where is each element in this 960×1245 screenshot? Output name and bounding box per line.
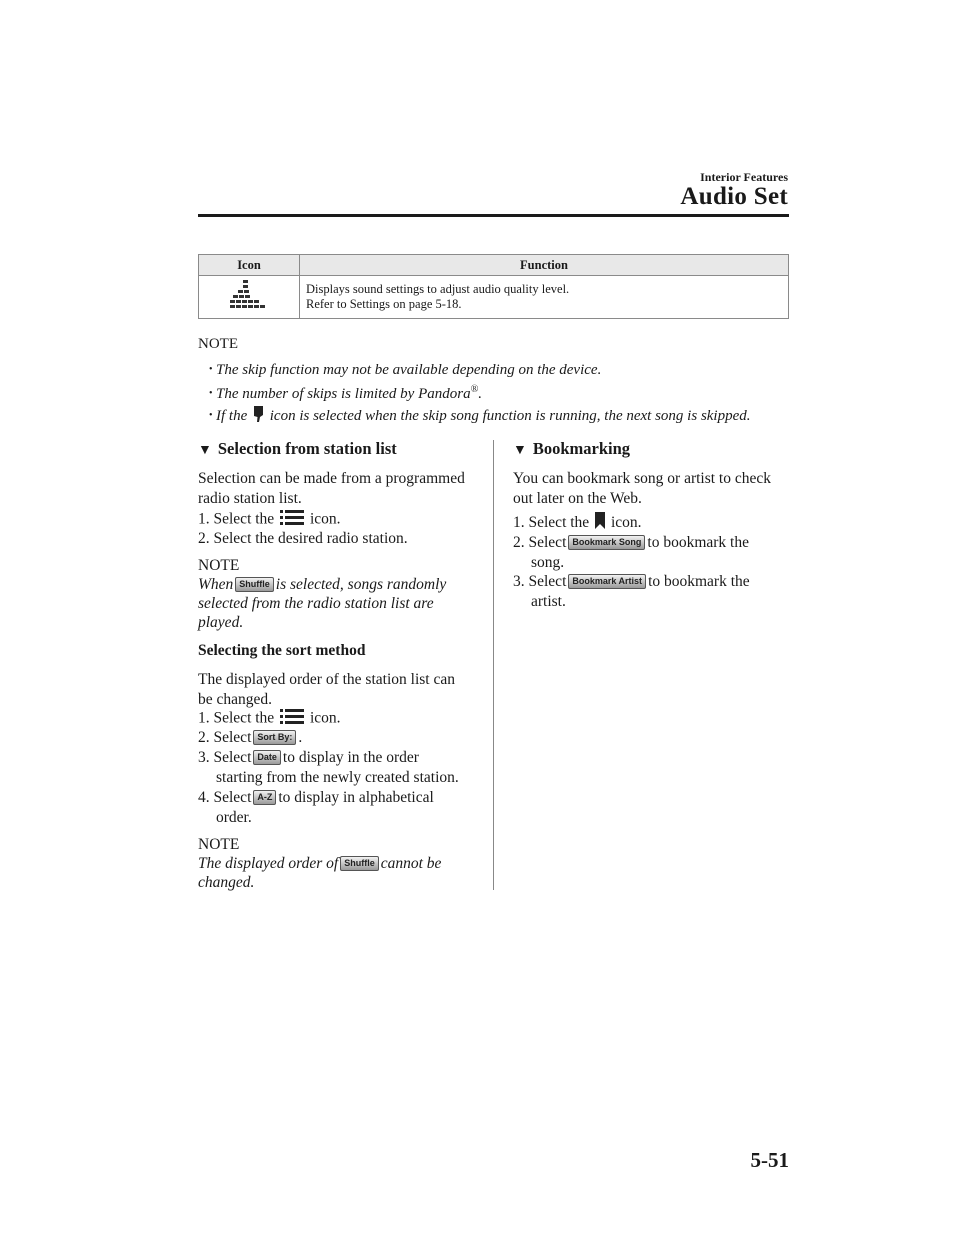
sort-step-4: 4. Select A-Z to display in alphabetical	[198, 789, 434, 806]
bookmark-icon	[595, 512, 605, 535]
bookmark-step-1: 1. Select the icon.	[513, 512, 642, 535]
list-icon	[280, 509, 304, 531]
sort-step-2: 2. Select Sort By: .	[198, 729, 303, 746]
note-text: selected from the radio station list are	[198, 595, 434, 612]
note-text: changed.	[198, 874, 255, 891]
icon-cell	[199, 276, 300, 319]
note-text: played.	[198, 614, 244, 631]
shuffle-button: Shuffle	[235, 577, 274, 592]
bookmark-artist-button: Bookmark Artist	[568, 574, 646, 589]
shuffle-button: Shuffle	[340, 856, 379, 871]
function-text-1: Displays sound settings to adjust audio quality level.	[306, 282, 570, 296]
function-text-2: Refer to Settings on page 5-18.	[306, 297, 462, 311]
thumbs-down-icon	[253, 406, 264, 427]
note-item: • The skip function may not be available depending on the device.	[209, 362, 602, 378]
function-table	[198, 254, 789, 319]
sort-step-4-cont: order.	[216, 809, 252, 826]
sort-by-button: Sort By:	[253, 730, 296, 745]
sort-step-1: 1. Select the icon.	[198, 708, 341, 730]
step-1: 1. Select the icon.	[198, 509, 341, 531]
note-label: NOTE	[198, 336, 238, 352]
bookmark-song-button: Bookmark Song	[568, 535, 645, 550]
table-header-row	[199, 255, 789, 276]
bookmark-step-3: 3. Select Bookmark Artist to bookmark the	[513, 573, 750, 590]
note-text: The displayed order of Shuffle cannot be	[198, 855, 442, 872]
col-function-header: Function	[300, 255, 789, 276]
list-icon	[280, 708, 304, 730]
bookmark-step-3-cont: artist.	[531, 593, 566, 610]
section-label: Interior Features	[700, 170, 788, 184]
paragraph: The displayed order of the station list can be changed.	[198, 671, 455, 708]
equalizer-icon	[229, 278, 269, 316]
sort-step-3: 3. Select Date to display in the order	[198, 749, 419, 766]
section-heading: ▼ Selection from station list	[198, 439, 397, 458]
bookmark-step-2: 2. Select Bookmark Song to bookmark the	[513, 534, 749, 551]
sort-step-3-cont: starting from the newly created station.	[216, 769, 459, 786]
column-divider	[493, 440, 494, 890]
note-text: When Shuffle is selected, songs randomly	[198, 576, 447, 593]
date-button: Date	[253, 750, 281, 765]
note-item: • The number of skips is limited by Pandora®.	[209, 384, 482, 402]
header-rule	[198, 214, 789, 217]
subsection-heading: Selecting the sort method	[198, 642, 366, 659]
section-heading: ▼ Bookmarking	[513, 439, 631, 458]
paragraph: You can bookmark song or artist to check out later on the Web.	[513, 470, 772, 507]
note-item: • If the icon is selected when the skip song function is running, the next song is skipped.	[209, 406, 751, 427]
note-label: NOTE	[198, 836, 240, 853]
note-label: NOTE	[198, 557, 240, 574]
page-number: 5-51	[750, 1148, 789, 1172]
a-z-button: A-Z	[253, 790, 276, 805]
table-row	[199, 276, 789, 319]
page-title: Audio Set	[680, 183, 788, 210]
paragraph: Selection can be made from a programmed radio station list.	[198, 470, 465, 507]
step-2: 2. Select the desired radio station.	[198, 530, 408, 547]
col-icon-header: Icon	[199, 255, 300, 276]
bookmark-step-2-cont: song.	[531, 554, 565, 571]
function-cell	[300, 276, 789, 319]
